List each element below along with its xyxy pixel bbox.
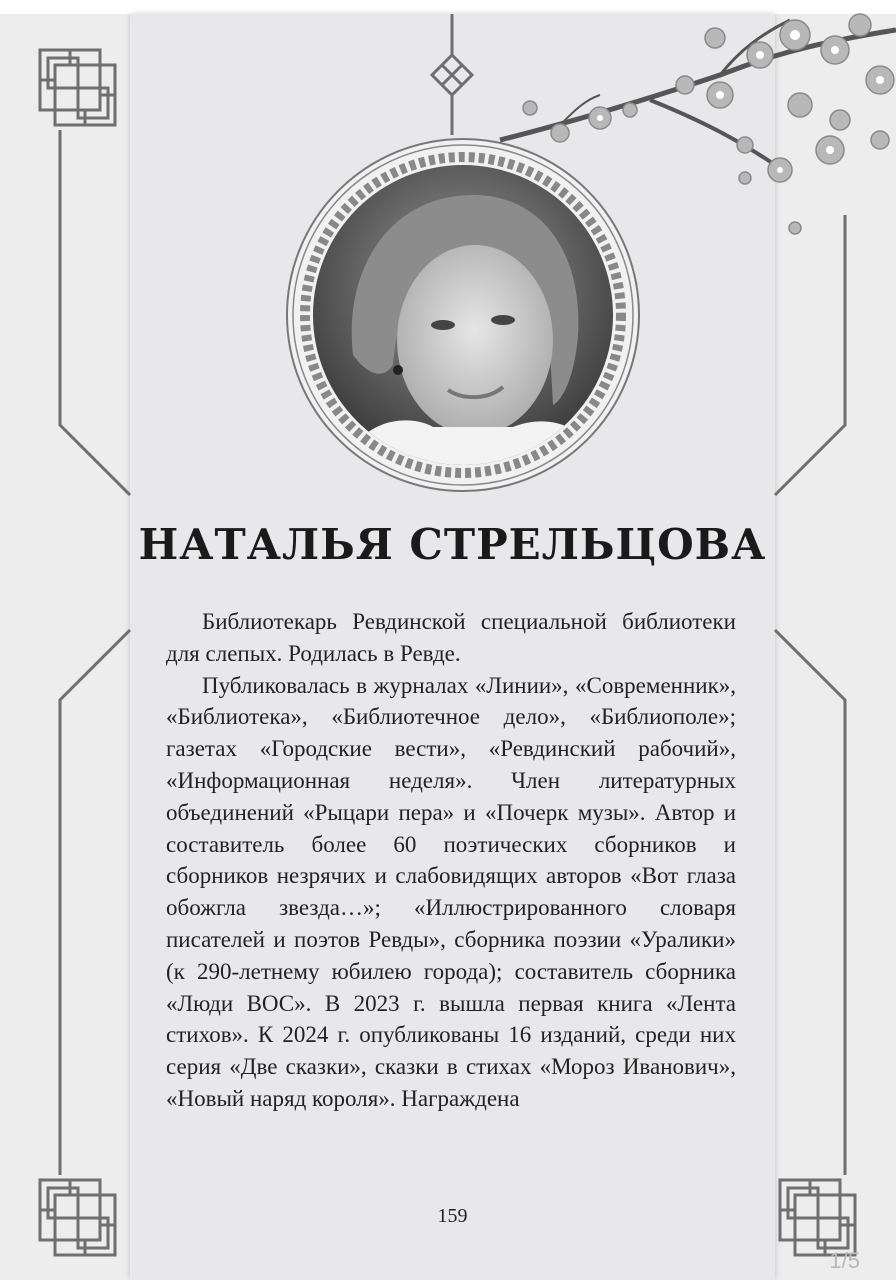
- viewer-page-indicator: 1/5: [829, 1248, 860, 1273]
- biography-text: [166, 606, 736, 1115]
- author-portrait: [313, 165, 613, 465]
- author-name-heading: НАТАЛЬЯ СТРЕЛЬЦОВА: [138, 520, 767, 569]
- page-number: 159: [437, 1205, 468, 1227]
- biography-paragraph: Публиковалась в журналах «Линии», «Современник», «Библиотека», «Библиотечное дело», «Библиополе»; газетах «Городские вести», «Ревдинский рабочий», «Информационная неделя». Член литературных объединений «Рыцари пера» и «Почерк музы». Автор и составитель более 60 поэтических сборников и сборников незрячих и слабовидящих авторов «Вот глаза обожгла звезда…»; «Иллюстрированного словаря писателей и поэтов Ревды», сборника поэзии «Уралики» (к 290-летнему юбилею города); составитель сборника «Люди ВОС». В 2023 г. вышла первая книга «Лента стихов». К 2024 г. опубликованы 16 изданий, среди них серия «Две сказки», сказки в стихах «Мороз Иванович», «Новый наряд короля». Награждена: [166, 672, 736, 1111]
- biography-paragraph: Библиотекарь Ревдинской специальной библиотеки для слепых. Родилась в Ревде.: [166, 609, 736, 666]
